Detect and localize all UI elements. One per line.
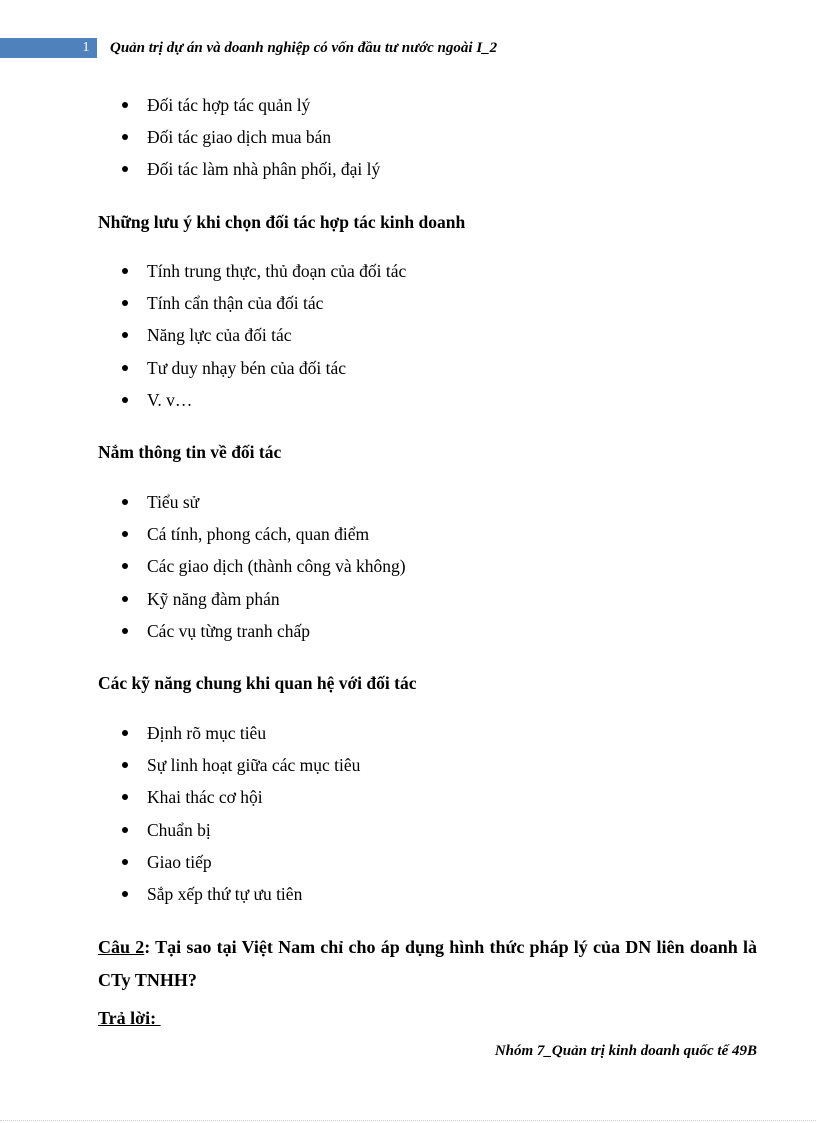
skills-list [0, 718, 360, 911]
bullet-icon [122, 397, 128, 403]
bullet-icon [122, 730, 128, 736]
bullet-icon [122, 891, 128, 897]
bullet-icon [122, 859, 128, 865]
page-number: 1 [82, 40, 90, 55]
answer-label: Trả lời: [98, 1008, 161, 1028]
list-item [0, 718, 360, 750]
bullet-icon [122, 300, 128, 306]
list-item [0, 385, 406, 417]
list-item-text: Tính trung thực, thủ đoạn của đối tác [147, 261, 407, 281]
bullet-icon [122, 499, 128, 505]
partner-types-list [0, 90, 380, 187]
page-bottom-divider [0, 1120, 816, 1121]
bullet-icon [122, 102, 128, 108]
list-item [0, 879, 360, 911]
list-item [0, 353, 406, 385]
list-item-text: Đối tác giao dịch mua bán [147, 127, 332, 148]
bullet-icon [122, 596, 128, 602]
list-item [0, 122, 380, 154]
list-item [0, 90, 380, 122]
list-item [0, 487, 406, 519]
bullet-icon [122, 827, 128, 833]
list-item-text: Kỹ năng đàm phán [147, 588, 280, 609]
bullet-icon [122, 365, 128, 371]
list-item-text: V. v… [147, 389, 193, 410]
bullet-icon [122, 762, 128, 768]
list-item-text: Các giao dịch (thành công và không) [147, 556, 406, 577]
list-item [0, 519, 406, 551]
section-heading-info: Nắm thông tin về đối tác [98, 442, 282, 462]
list-item [0, 551, 406, 583]
list-item [0, 750, 360, 782]
list-item [0, 584, 406, 616]
list-item-text: Cá tính, phong cách, quan điểm [147, 524, 370, 545]
question-text: : Tại sao tại Việt Nam chỉ cho áp dụng hình thức pháp lý của DN liên doanh là CTy TNHH? [98, 937, 757, 990]
bullet-icon [122, 628, 128, 634]
list-item [0, 320, 406, 352]
page-footer: Nhóm 7_Quản trị kinh doanh quốc tế 49B [494, 1043, 757, 1059]
list-item-text: Tiểu sử [147, 492, 200, 512]
list-item-text: Định rõ mục tiêu [147, 723, 267, 743]
list-item-text: Năng lực của đối tác [147, 325, 292, 346]
question-paragraph [98, 931, 757, 997]
info-list [0, 487, 406, 648]
bullet-icon [122, 794, 128, 800]
bullet-icon [122, 166, 128, 172]
question-label: Câu 2 [98, 937, 145, 957]
bullet-icon [122, 268, 128, 274]
list-item [0, 847, 360, 879]
bullet-icon [122, 563, 128, 569]
section-heading-skills: Các kỹ năng chung khi quan hệ với đối tác [98, 673, 417, 693]
list-item-text: Giao tiếp [147, 851, 212, 872]
list-item [0, 782, 360, 814]
section-heading-notes: Những lưu ý khi chọn đối tác hợp tác kinh doanh [98, 212, 466, 232]
list-item [0, 256, 406, 288]
list-item [0, 154, 380, 186]
bullet-icon [122, 134, 128, 140]
list-item-text: Đối tác hợp tác quản lý [147, 95, 311, 115]
bullet-icon [122, 531, 128, 537]
list-item-text: Sự linh hoạt giữa các mục tiêu [147, 755, 361, 776]
list-item-text: Các vụ từng tranh chấp [147, 620, 311, 641]
list-item [0, 288, 406, 320]
bullet-icon [122, 332, 128, 338]
list-item-text: Tính cẩn thận của đối tác [147, 293, 324, 314]
list-item [0, 815, 360, 847]
header-title: Quản trị dự án và doanh nghiệp có vốn đầu tư nước ngoài I_2 [110, 40, 498, 56]
notes-list [0, 256, 406, 417]
list-item-text: Sắp xếp thứ tự ưu tiên [147, 883, 303, 904]
list-item-text: Đối tác làm nhà phân phối, đại lý [147, 159, 381, 180]
list-item-text: Chuẩn bị [147, 819, 211, 840]
list-item-text: Khai thác cơ hội [147, 787, 263, 808]
list-item [0, 616, 406, 648]
list-item-text: Tư duy nhạy bén của đối tác [147, 357, 347, 378]
